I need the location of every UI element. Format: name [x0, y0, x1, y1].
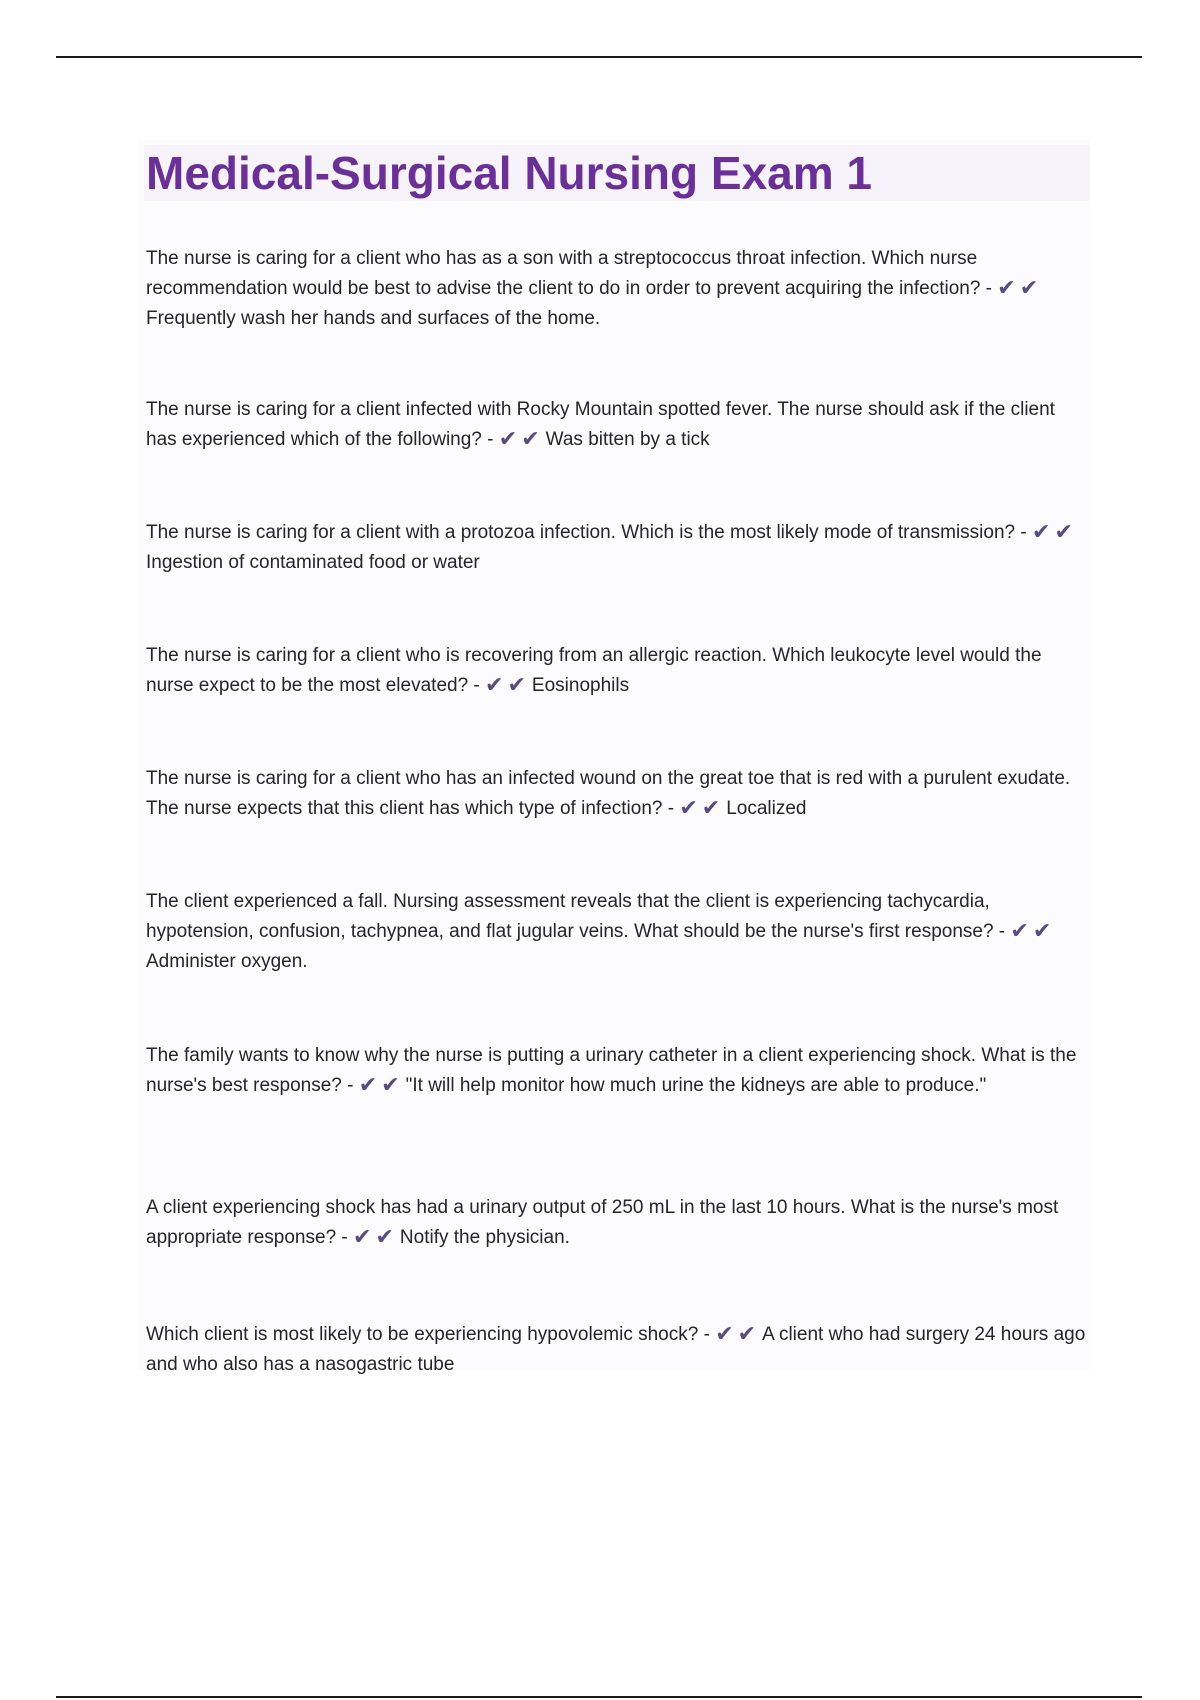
check-icon: ✔ [997, 276, 1016, 301]
question-text: The nurse is caring for a client who has as a son with a streptococcus throat infection. Which nurse recommendation would be best to advise the client to do in order to prevent acquiring the infection? - [146, 248, 993, 299]
check-icon: ✔ [485, 673, 504, 698]
page-title: Medical-Surgical Nursing Exam 1 [146, 147, 873, 199]
answer-checks [485, 675, 530, 696]
question-text: A client experiencing shock has had a urinary output of 250 mL in the last 10 hours. What is the nurse's most appropriate response? - [146, 1197, 1059, 1248]
question-item [146, 395, 1086, 455]
answer-checks [997, 278, 1042, 299]
question-item [146, 244, 1086, 334]
check-icon: ✔ [1019, 276, 1039, 301]
question-text: The nurse is caring for a client with a protozoa infection. Which is the most likely mode of transmission? - [146, 522, 1027, 543]
answer-text: "It will help monitor how much urine the kidneys are able to produce." [405, 1075, 987, 1096]
answer-checks [499, 429, 544, 450]
answer-text: Was bitten by a tick [545, 429, 710, 450]
question-text: The nurse is caring for a client who has an infected wound on the great toe that is red with a purulent exudate. The nurse expects that this client has which type of infection? - [146, 768, 1071, 819]
answer-text: Frequently wash her hands and surfaces of the home. [146, 308, 601, 329]
question-item [146, 764, 1086, 824]
question-text: The client experienced a fall. Nursing assessment reveals that the client is experiencing tachycardia, hypotension, confusion, tachypnea, and flat jugular veins. What should be the nurse's first response? - [146, 891, 1006, 942]
check-icon: ✔ [701, 796, 721, 821]
question-text: Which client is most likely to be experiencing hypovolemic shock? - [146, 1324, 710, 1345]
question-item [146, 641, 1086, 701]
question-text: The nurse is caring for a client infected with Rocky Mountain spotted fever. The nurse should ask if the client has experienced which of the following? - [146, 399, 1055, 450]
check-icon: ✔ [375, 1225, 394, 1250]
question-item [146, 1320, 1086, 1380]
answer-checks [679, 798, 724, 819]
check-icon: ✔ [381, 1073, 400, 1098]
answer-checks [1010, 921, 1055, 942]
answer-text: Eosinophils [531, 675, 630, 696]
check-icon: ✔ [358, 1073, 378, 1098]
answer-text: Administer oxygen. [146, 951, 308, 972]
check-icon: ✔ [715, 1322, 734, 1347]
check-icon: ✔ [1032, 919, 1052, 944]
check-icon: ✔ [353, 1225, 372, 1250]
check-icon: ✔ [507, 673, 526, 698]
check-icon: ✔ [1010, 919, 1029, 944]
question-text: The nurse is caring for a client who is recovering from an allergic reaction. Which leukocyte level would the nurse expect to be the most elevated? - [146, 645, 1042, 696]
answer-text: A client who had surgery 24 hours ago and who also has a nasogastric tube [146, 1324, 1086, 1375]
question-item [146, 887, 1086, 977]
question-item [146, 1193, 1086, 1253]
question-text: The family wants to know why the nurse is putting a urinary catheter in a client experiencing shock. What is the nurse's best response? - [146, 1045, 1077, 1096]
answer-checks [359, 1075, 404, 1096]
question-item [146, 518, 1086, 578]
check-icon: ✔ [521, 427, 540, 452]
answer-checks [353, 1227, 398, 1248]
answer-text: Notify the physician. [399, 1227, 570, 1248]
answer-text: Ingestion of contaminated food or water [146, 552, 480, 573]
check-icon: ✔ [1032, 520, 1051, 545]
check-icon: ✔ [498, 427, 518, 452]
answer-checks [715, 1324, 760, 1345]
check-icon: ✔ [737, 1322, 757, 1347]
answer-checks [1032, 522, 1077, 543]
top-rule [56, 56, 1142, 58]
bottom-rule [56, 1696, 1142, 1698]
answer-text: Localized [726, 798, 807, 819]
check-icon: ✔ [1054, 520, 1073, 545]
question-item [146, 1041, 1086, 1101]
check-icon: ✔ [679, 796, 698, 821]
